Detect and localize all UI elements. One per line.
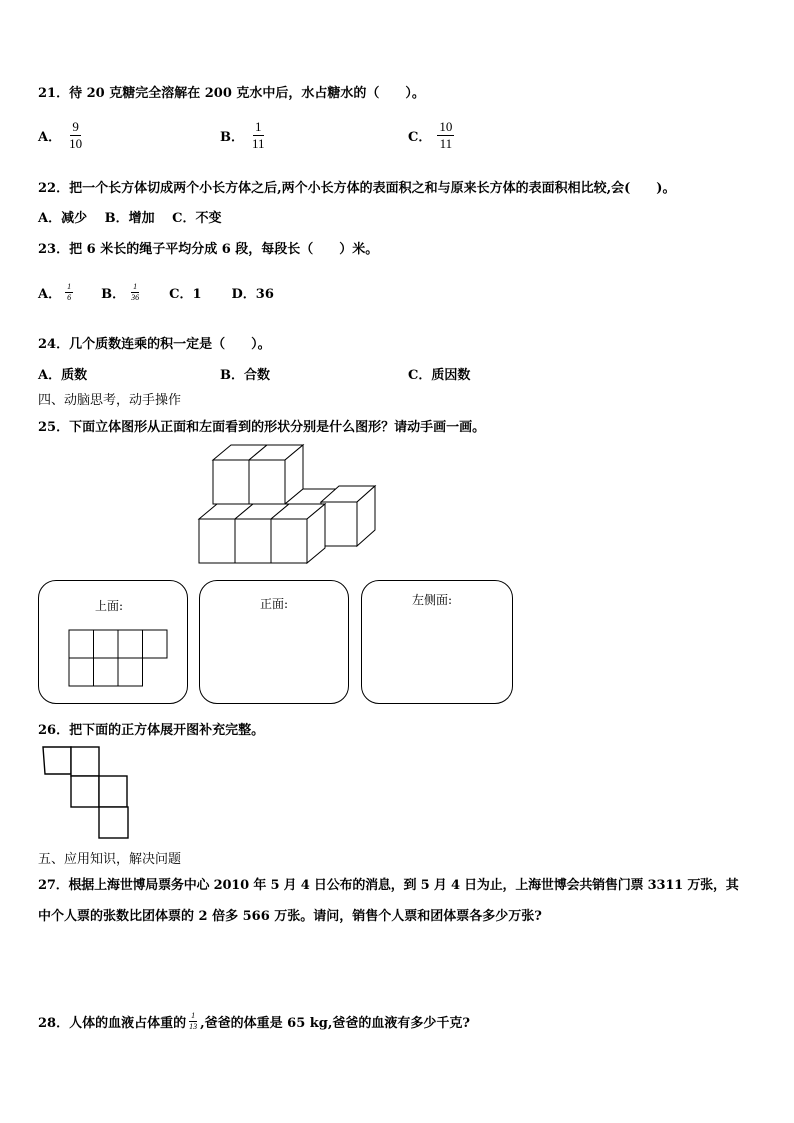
question-27-line-1: 27．根据上海世博局票务中心 2010 年 5 月 4 日公布的消息，到 5 月 4 日为止，上海世博会共销售门票 3311 万张，其: [38, 878, 739, 893]
cube-net-figure: [42, 746, 132, 846]
question-22: 22．把一个长方体切成两个小长方体之后,两个小长方体的表面积之和与原来长方体的表面积相比较,会( )。: [38, 181, 676, 196]
front-view-box: [199, 580, 349, 704]
top-view-label: 上面:: [95, 599, 124, 613]
top-view-grid: [69, 629, 169, 689]
q23-options: [38, 283, 274, 303]
option-c: C．1: [169, 287, 202, 303]
fraction: $\frac{1}{6}$: [67, 282, 72, 303]
option-letter: C．: [408, 129, 432, 145]
fraction: $\frac{1}{36}$: [131, 282, 140, 303]
q21-option-b: [220, 120, 267, 150]
fraction: $\frac{9}{10}$: [69, 119, 83, 151]
q24-option-c: C．质因数: [408, 368, 471, 383]
question-21: 21．待 20 克糖完全溶解在 200 克水中后，水占糖水的（ ）。: [38, 86, 425, 101]
left-view-box: [361, 580, 513, 704]
q21-option-c: [408, 120, 454, 150]
cube-solid-figure: [195, 440, 395, 580]
fraction: $\frac{1}{13}$: [189, 1011, 198, 1032]
q22-options: A．减少 B．增加 C．不变: [38, 211, 222, 226]
q21-option-a: [38, 120, 84, 150]
question-23: 23．把 6 米长的绳子平均分成 6 段，每段长（ ）米。: [38, 242, 379, 257]
q24-option-b: B．合数: [220, 368, 270, 383]
question-25: 25．下面立体图形从正面和左面看到的形状分别是什么图形？请动手画一画。: [38, 420, 486, 435]
option-a-letter: A．: [38, 287, 62, 303]
section-heading-5: 五、应用知识，解决问题: [38, 852, 182, 867]
option-letter: B．: [220, 129, 244, 145]
section-heading-4: 四、动脑思考，动手操作: [38, 393, 182, 408]
option-d: D．36: [231, 287, 274, 303]
question-26: 26．把下面的正方体展开图补充完整。: [38, 723, 265, 738]
q28-text-before: 28．人体的血液占体重的: [38, 1016, 187, 1032]
top-view-box: [38, 580, 188, 704]
fraction: $\frac{1}{11}$: [252, 119, 265, 151]
option-letter: A．: [38, 129, 62, 145]
question-24: 24．几个质数连乘的积一定是（ ）。: [38, 337, 271, 352]
fraction: $\frac{10}{11}$: [439, 119, 453, 151]
q24-option-a: A．质数: [38, 368, 88, 383]
front-view-label: 正面:: [260, 597, 289, 611]
question-27-line-2: 中个人票的张数比团体票的 2 倍多 566 万张。请问，销售个人票和团体票各多少万张?: [38, 909, 542, 924]
left-view-label: 左侧面:: [412, 593, 453, 607]
q28-text-after: ,爸爸的体重是 65 kg,爸爸的血液有多少千克?: [200, 1016, 471, 1032]
option-b-letter: B．: [101, 287, 126, 303]
question-28: [38, 1012, 470, 1032]
